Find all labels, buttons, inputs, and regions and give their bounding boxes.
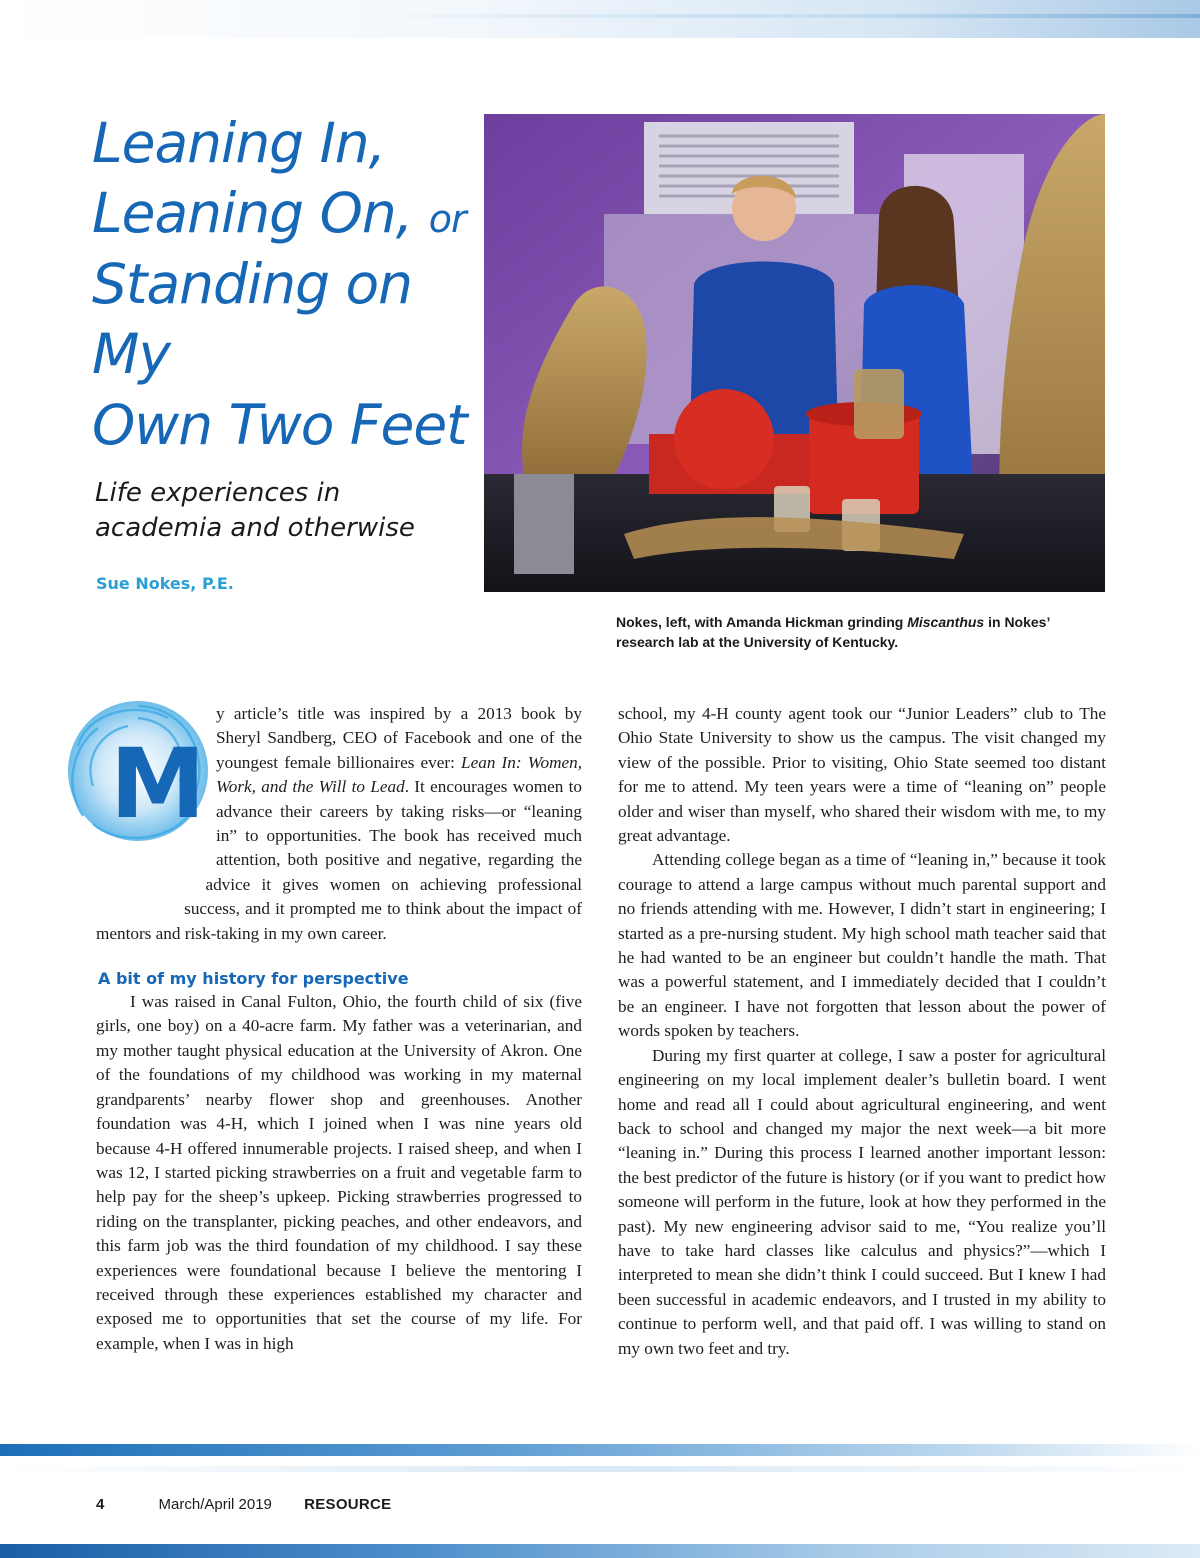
intro-book-title: Lean In: Women, Work, and the Will to Lead xyxy=(216,752,582,797)
intro-text-b: . It encourages women to advance their careers by taking risks—or “leaning in” to opportunities. The book has received much attention, both positive and negative, regarding the advice it gives women on achieving professional success, and it prompted me to think about the impact of mentors and risk-taking in my own career. xyxy=(96,777,582,943)
title-line-1: Leaning In, xyxy=(92,111,386,175)
lab-photo xyxy=(484,114,1105,592)
caption-text-c: in Nokes’ research lab at the University of Kentucky. xyxy=(616,614,1050,650)
magazine-name: RESOURCE xyxy=(304,1496,392,1513)
issue-date: March/April 2019 xyxy=(158,1496,272,1513)
top-decorative-band xyxy=(0,0,1200,38)
section-heading: A bit of my history for perspective xyxy=(98,969,409,989)
right-paragraph-1: school, my 4-H county agent took our “Junior Leaders” club to The Ohio State University to show us the campus. The visit changed my view of the possible. Prior to visiting, Ohio State seemed too distant for me to attend. My teen years were a time of “leaning on” people older and wiser than myself, who shared their wisdom with me, to my great advantage. xyxy=(618,704,1106,846)
title-line-2b: or xyxy=(428,197,466,242)
article-title xyxy=(92,108,482,460)
photo-caption xyxy=(616,612,1086,652)
article-column-left xyxy=(96,702,582,1356)
right-paragraph-3: During my first quarter at college, I saw a poster for agricultural engineering on my local implement dealer’s bulletin board. I went home and read all I could about agricultural engineering, and went back to school and changed my major the next week—a bit more “leaning in.” During this process I learned another important lesson: the best predictor of the future is history (or if you want to predict how someone will perform in the future, look at how they performed in the past). My new engineering advisor said to me, “You realize you’ll have to take hard classes like calculus and physics?”—which I interpreted to mean she didn’t think I could succeed. But I knew I had been successful in academic endeavors, and I trusted in my ability to continue to perform well, and that paid off. I was willing to stand on my own two feet and try. xyxy=(618,1045,1106,1358)
author-byline: Sue Nokes, P.E. xyxy=(96,574,234,593)
photo-jar-held xyxy=(854,369,904,439)
article-subtitle: Life experiences in academia and otherwise xyxy=(95,478,415,543)
drop-cap-letter: M xyxy=(110,728,206,840)
title-line-3: Standing on My xyxy=(92,251,412,387)
history-paragraph: I was raised in Canal Fulton, Ohio, the fourth child of six (five girls, one boy) on a 40-acre farm. My father was a veterinarian, and my mother taught physical education at the University of Akron. One of the foundations of my childhood was working in my maternal grandparents’ nearby flower shop and greenhouses. Another foundation was 4-H, which I joined when I was nine years old because 4-H offered innumerable projects. I raised sheep, and when I was 12, I started picking strawberries on a fruit and vegetable farm to help pay for the sheep’s upkeep. Picking strawberries progressed to riding on the transplanter, picking peaches, and other endeavors, and this farm job was the third foundation of my childhood. I say these experiences were foundational because I believe the mentoring I received through these experiences established my character and exposed me to opportunities that set the course of my life. For example, when I was in high xyxy=(96,992,582,1353)
photo-grinder-wheel xyxy=(674,389,774,489)
article-column-right xyxy=(618,702,1106,1361)
intro-text-a: y article’s title was inspired by a 2013 book by Sheryl Sandberg, CEO of Facebook and one of the youngest female billionaires ever: xyxy=(216,704,582,772)
page-number: 4 xyxy=(96,1496,105,1513)
right-paragraph-2: Attending college began as a time of “leaning in,” because it took courage to attend a large campus without much parental support and no friends attending with me. However, I didn’t start in engineering; I started as a pre-nursing student. My high school math teacher said that he had wanted to be an engineer but couldn’t handle the math. That was a powerful statement, and I immediately decided that I couldn’t be an engineer. I have not forgotten that lesson about the power of words spoken by teachers. xyxy=(618,850,1106,1041)
drop-cap xyxy=(66,702,216,902)
page-footer xyxy=(96,1496,392,1513)
photo-metal-box xyxy=(514,474,574,574)
caption-text-a: Nokes, left, with Amanda Hickman grinding xyxy=(616,614,908,630)
caption-species: Miscanthus xyxy=(907,614,985,630)
title-line-2: Leaning On, xyxy=(92,181,413,246)
title-line-4: Own Two Feet xyxy=(92,392,467,457)
